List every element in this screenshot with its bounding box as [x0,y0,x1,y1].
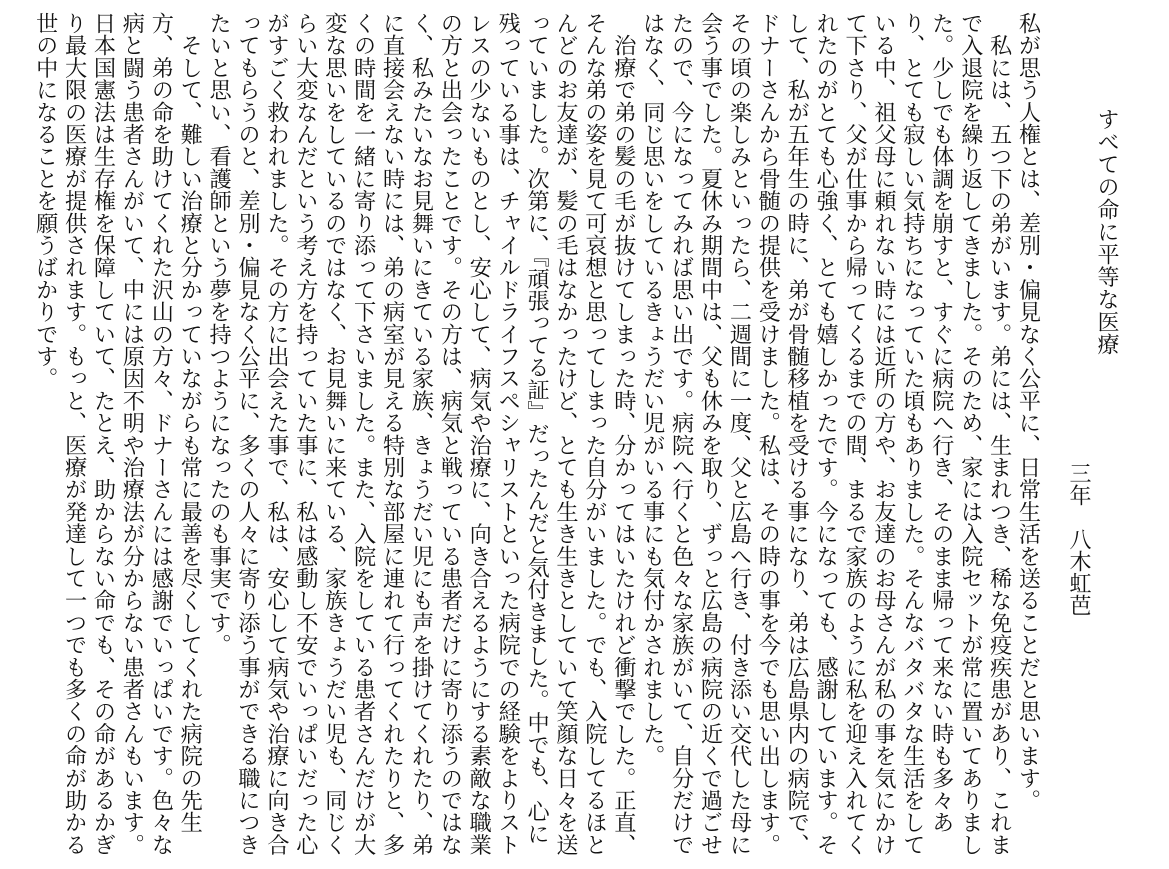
author-line: 三年 八木虹芭 [1066,462,1091,616]
essay-title: すべての命に平等な医療 [1094,108,1119,356]
paragraph-1: 私が思う人権とは、差別・偏見なく公平に、日常生活を送ることだと思います。 [1015,12,1041,812]
essay-body [2,12,1042,864]
paragraph-4: そして、難しい治療と分かっていながらも常に最善を尽くしてくれた病院の先生方、弟の命を助けてくれた沢山の方々、ドナーさんには感謝でいっぱいです。色々な病と闘う患者さんがいて、中には原因不明や治療法が分からない患者さんもいます。日本国憲法は生存権を保障していて、たとえ、助からない命でも、その命があるかぎり最大限の医療が提供されます。もっと、医療が発達して一つでも多くの命が助かる世の中になることを願うばかりです。 [32,12,203,856]
paragraph-3: 治療で弟の髪の毛が抜けてしまった時、分かってはいたけれど衝撃でした。正直、そんな弟の姿を見て可哀想と思ってしまった自分がいました。でも、入院してるほとんどのお友達が、髪の毛はなかったけど、とても生き生きとしていて笑顔な日々を送っていました。次第に、『頑張ってる証』だったんだと気付きました。中でも、心に残っている事は、チャイルドライフスペシャリストといった病院での経験をよりストレスの少ないものとし、安心して、病気や治療に、向き合えるようにする素敵な職業の方と出会ったことです。その方は、病気と戦っている患者だけに寄り添うのではなく、私みたいなお見舞いにきている家族、きょうだい児にも声を掛けてくれたり、弟に直接会えない時には、弟の病室が見える特別な部屋に連れて行ってくれたりと、多くの時間を一緒に寄り添って下さいました。また、入院をしている患者さんだけが大変な思いをしているのではなく、お見舞いに来ている、家族きょうだい児も、同じくらい大変なんだという考え方を持っていた事に、私は感動し不安でいっぱいだった心がすごく救われました。その方に出会えた事で、私は、安心して病気や治療に向き合ってもらうのと、差別・偏見なく公平に、多くの人々に寄り添う事ができる職につきたいと思い、看護師という夢を持つようになったのも事実です。 [205,12,637,856]
paragraph-2: 私には、五つ下の弟がいます。弟には、生まれつき、稀な免疫疾患があり、これまで入退院を繰り返してきました。そのため、家には入院セットが常に置いてありました。少しでも体調を崩すと、すぐに病院へ行き、そのまま帰って来ない時も多々あり、とても寂しい気持ちになっていた頃もありました。そんなバタバタな生活をしている中、祖父母に頼れない時には近所の方や、お友達のお母さんが私の事を気にかけて下さり、父が仕事から帰ってくるまでの間、まるで家族のように私を迎え入れてくれたのがとても心強く、とても嬉しかったです。今になっても、感謝しています。そして、私が五年生の時に、弟が骨髄移植を受ける事になり、弟は広島県内の病院で、ドナーさんから骨髄の提供を受けました。私は、その時の事を今でも思い出します。その頃の楽しみといったら、二週間に一度、父と広島へ行き、付き添い交代した母に会う事でした。夏休み期間中は、父も休みを取り、ずっと広島の病院の近くで過ごせたので、今になってみれば思い出です。病院へ行くと色々な家族がいて、自分だけではなく、同じ思いをしているきょうだい児がいる事にも気付かされました。 [639,12,1013,856]
